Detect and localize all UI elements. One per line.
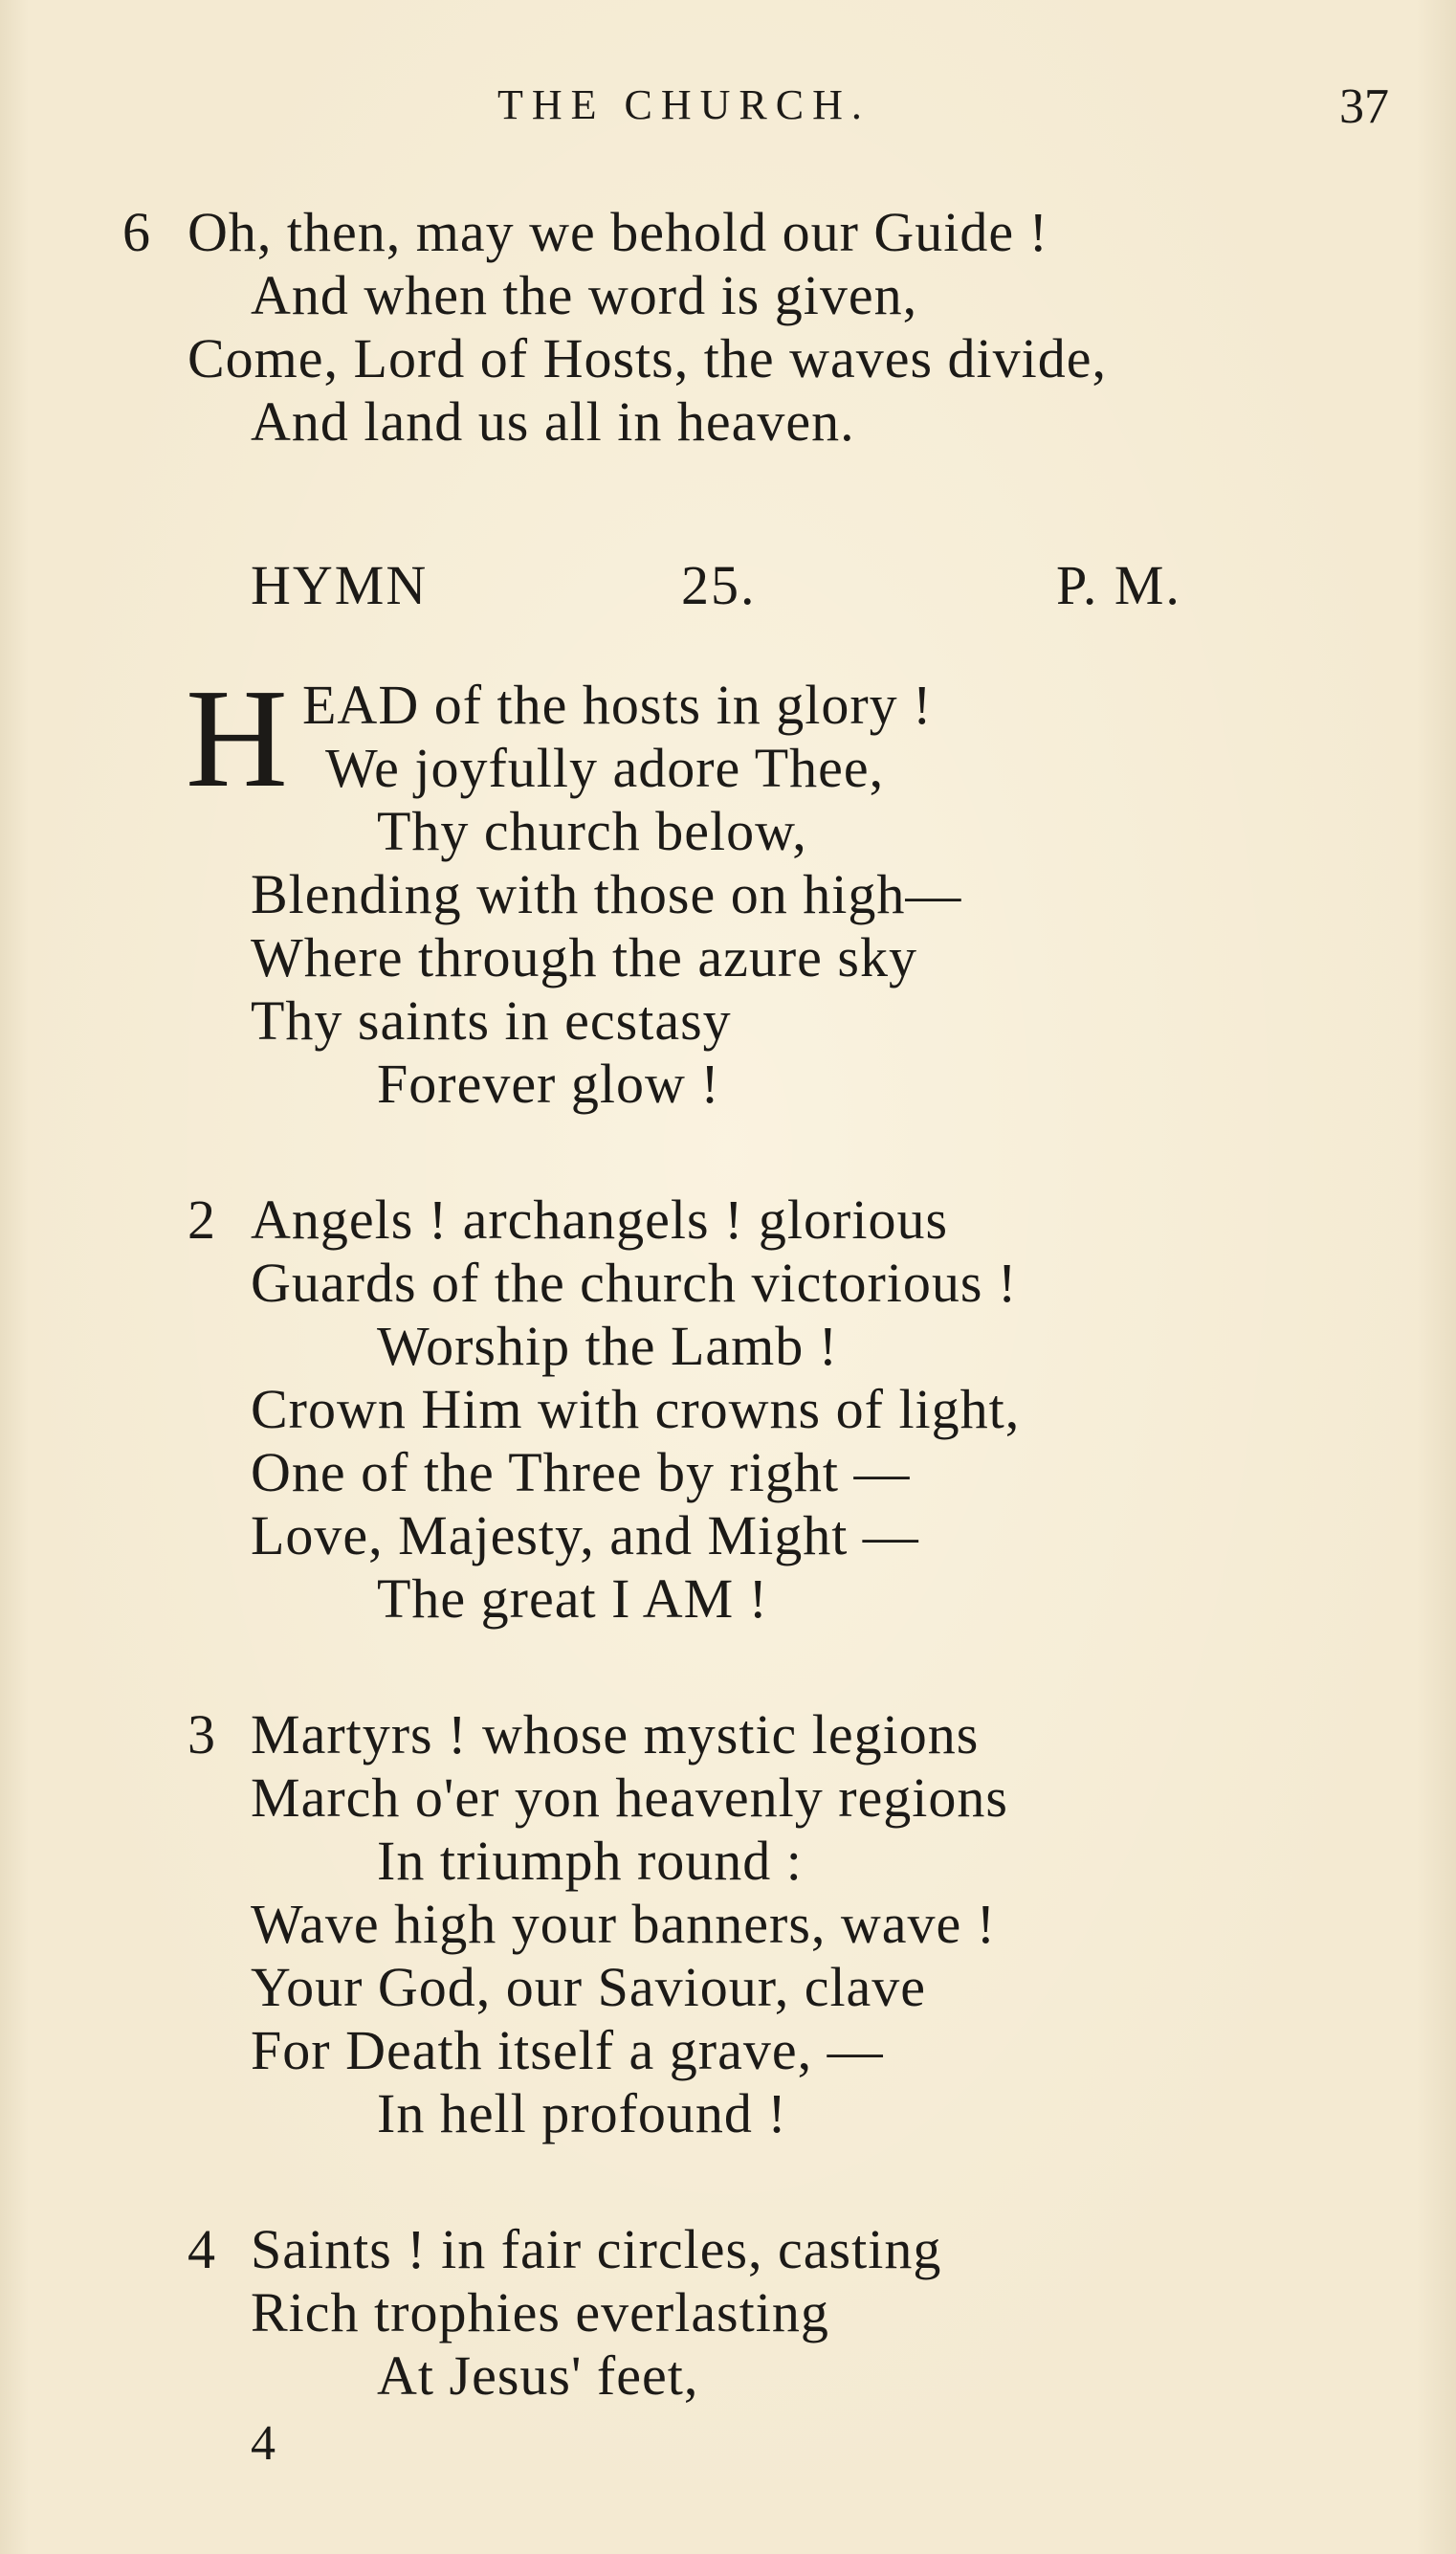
stanza-number: 2 — [188, 1188, 215, 1251]
verse-line: Saints ! in fair circles, casting — [251, 2218, 942, 2280]
verse-line: Love, Majesty, and Might — — [251, 1504, 919, 1566]
stanza-number: 6 — [122, 201, 150, 263]
verse-line: We joyfully adore Thee, — [325, 737, 885, 799]
verse-line: One of the Three by right — — [251, 1441, 911, 1503]
hymn-label: HYMN — [251, 554, 429, 616]
stanza-number: 4 — [188, 2218, 215, 2280]
verse-line: Oh, then, may we behold our Guide ! — [188, 201, 1048, 263]
verse-line: Where through the azure sky — [251, 926, 917, 988]
verse-line: The great I AM ! — [377, 1567, 768, 1630]
verse-line: Blending with those on high— — [251, 863, 962, 925]
verse-line: Thy church below, — [377, 800, 807, 862]
verse-line: Come, Lord of Hosts, the waves divide, — [188, 327, 1108, 389]
stanza-number: 3 — [188, 1703, 215, 1766]
verse-line: Wave high your banners, wave ! — [251, 1893, 997, 1955]
verse-line: Rich trophies everlasting — [251, 2281, 829, 2343]
verse-line: March o'er yon heavenly regions — [251, 1766, 1008, 1829]
verse-line: Forever glow ! — [377, 1053, 720, 1115]
verse-line: Thy saints in ecstasy — [251, 989, 732, 1052]
verse-line: For Death itself a grave, — — [251, 2019, 884, 2081]
drop-cap: H — [186, 660, 288, 817]
verse-line: In triumph round : — [377, 1830, 803, 1892]
signature-mark: 4 — [251, 2416, 276, 2471]
page-number: 37 — [1339, 79, 1389, 134]
verse-line: And land us all in heaven. — [251, 390, 855, 453]
running-title: THE CHURCH. — [497, 81, 871, 128]
verse-line: Martyrs ! whose mystic legions — [251, 1703, 980, 1766]
verse-line: EAD of the hosts in glory ! — [302, 674, 933, 736]
verse-line: Guards of the church victorious ! — [251, 1252, 1018, 1314]
verse-line: At Jesus' feet, — [377, 2344, 699, 2407]
verse-line: Your God, our Saviour, clave — [251, 1956, 927, 2018]
hymn-meter: P. M. — [1056, 554, 1181, 616]
verse-line: And when the word is given, — [251, 264, 918, 326]
verse-line: Worship the Lamb ! — [377, 1315, 839, 1377]
hymn-number: 25. — [681, 554, 757, 616]
verse-line: In hell profound ! — [377, 2082, 787, 2144]
verse-line: Angels ! archangels ! glorious — [251, 1188, 949, 1251]
verse-line: Crown Him with crowns of light, — [251, 1378, 1021, 1440]
